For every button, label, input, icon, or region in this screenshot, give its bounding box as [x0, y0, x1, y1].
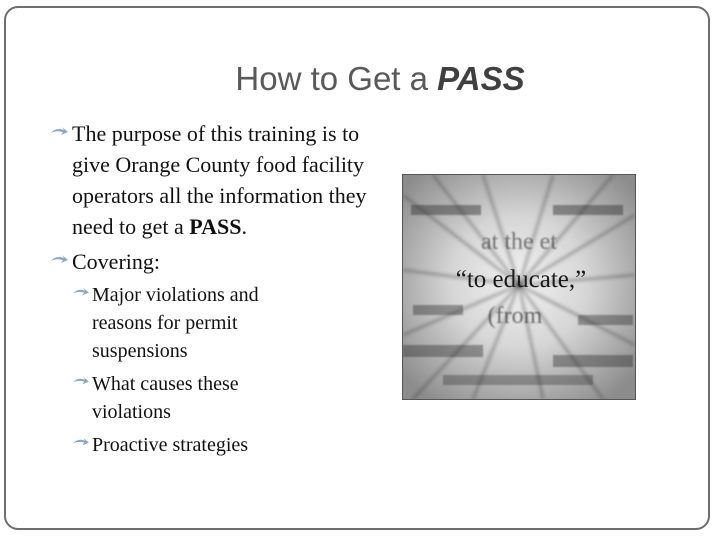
purpose-bold-text: PASS	[189, 214, 242, 239]
sub-bullet-3	[72, 431, 322, 459]
dictionary-zoom-image	[402, 174, 636, 400]
image-text-line-1: at the et	[481, 229, 557, 255]
slide-title	[0, 60, 720, 98]
purpose-text: The purpose of this training is to give Orange County food facility operators all the information they need to get a	[72, 121, 367, 239]
image-text-line-3: (from	[487, 303, 543, 329]
covering-text: Covering:	[72, 249, 160, 274]
bullet-arrow-icon	[50, 126, 68, 140]
bullet-arrow-icon	[72, 376, 89, 389]
image-text-line-2: “to educate,”	[455, 266, 587, 293]
title-prefix: How to Get a	[235, 60, 438, 97]
bullet-arrow-icon	[72, 287, 89, 300]
sub-bullet-text: Proactive strategies	[92, 434, 249, 456]
bullet-arrow-icon	[72, 437, 89, 450]
bullet-covering	[50, 246, 390, 277]
bullet-purpose	[50, 118, 390, 242]
zoom-blur-graphic	[403, 175, 635, 399]
bullet-arrow-icon	[50, 254, 68, 268]
sub-bullet-text: Major violations and reasons for permit suspensions	[92, 284, 259, 362]
sub-bullet-1	[72, 281, 322, 365]
purpose-end-text: .	[241, 214, 247, 239]
bullet-list	[50, 118, 390, 459]
sub-bullet-text: What causes these violations	[92, 373, 239, 423]
sub-bullet-2	[72, 370, 322, 426]
title-emphasis: PASS	[437, 60, 525, 97]
